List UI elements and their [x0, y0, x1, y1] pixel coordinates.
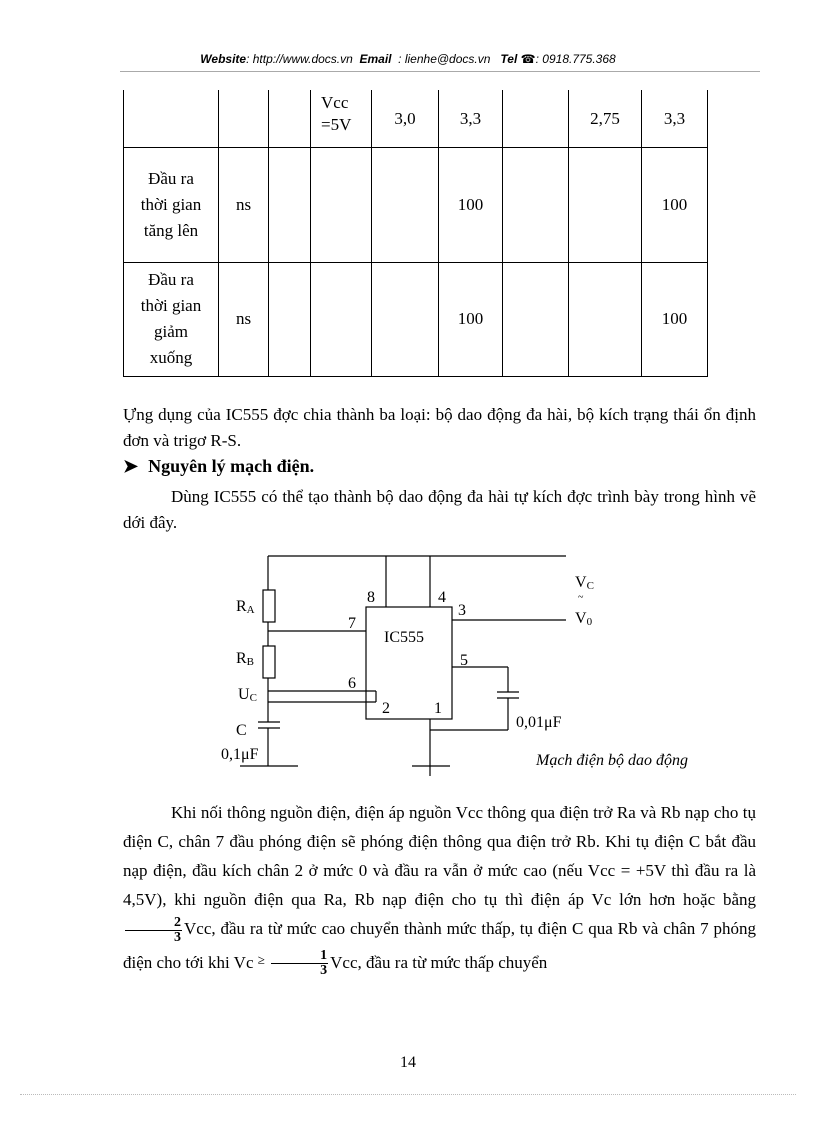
email-value: : lienhe@docs.vn [398, 52, 491, 66]
pin-label: 7 [348, 615, 356, 632]
table-cell: 3,0 [372, 90, 439, 147]
website-value: : http://www.docs.vn [246, 52, 353, 66]
pin-label: 4 [438, 589, 446, 606]
table-cell: 3,3 [642, 90, 708, 147]
paragraph-operation: Khi nối thông nguồn điện, điện áp nguồn Vcc thông qua điện trở Ra và Rb nạp cho tụ điện C, chân 7 đầu phóng điện sẽ phóng điện thông qua điện trở Rb. Khi tụ điện C bắt đầu nạp điện, đầu kích chân 2 ở mức 0 và đầu ra vẫn ở mức cao (nếu Vcc = +5V thì đầu ra là 4,5V), khi nguồn điện qua Ra, Rb nạp điện cho tụ thì điện áp Vc lớn hơn hoặc bằng $\frac{2}{3}$ Vcc, đầu ra từ mức cao chuyển thành mức thấp, tụ điện C qua Rb và chân 7 phóng điện cho tới khi Vc ≥ $\frac{1}{3}$ Vcc, đầu ra từ mức thấp chuyển [123, 803, 756, 979]
fraction-one-third: $\frac{1}{3}$ [271, 949, 328, 978]
figure-caption: Mạch điện bộ dao động [536, 752, 688, 769]
label-vc: VC [575, 574, 594, 592]
table-cell: 100 [642, 262, 708, 376]
table-cell: 100 [439, 262, 503, 376]
pin-label: 1 [434, 700, 442, 717]
unit-cell: ns [219, 262, 269, 376]
tel-value: : 0918.775.368 [535, 52, 616, 66]
table-row [124, 262, 708, 376]
ic-name: IC555 [384, 629, 424, 646]
table-cell: 100 [439, 147, 503, 262]
label-c2-value: 0,01μF [516, 714, 562, 731]
condition-cell: Vcc =5V [311, 90, 372, 147]
label-vo: V0 [575, 610, 593, 628]
section-heading: ➤ Nguyên lý mạch điện. [123, 456, 315, 476]
paragraph-intro: Dùng IC555 có thể tạo thành bộ dao động đa hài tự kích đợc trình bày trong hình vẽ dới đây. [123, 487, 756, 532]
tel-label: Tel [500, 52, 518, 66]
table-cell: 3,3 [439, 90, 503, 147]
table-row [124, 90, 708, 147]
label-uc: UC [238, 686, 257, 704]
label-ra: RA [236, 598, 255, 616]
table-cell: 2,75 [569, 90, 642, 147]
label-c-value: 0,1μF [221, 746, 259, 763]
page-number: 14 [400, 1054, 416, 1071]
param-cell: Đầu ra thời gian giảm xuống [124, 262, 219, 376]
resistor-ra [263, 590, 275, 622]
fraction-two-thirds: $\frac{2}{3}$ [125, 916, 182, 945]
label-c: C [236, 722, 247, 739]
table-row [124, 147, 708, 262]
bottom-divider [20, 1094, 796, 1095]
label-rb: RB [236, 650, 255, 668]
pin-label: 2 [382, 700, 390, 717]
page-header [0, 52, 816, 66]
pin-label: 8 [367, 589, 375, 606]
paragraph-applications: Ựng dụng của IC555 đợc chia thành ba loại: bộ dao động đa hài, bộ kích trạng thái ổn định đơn và trigơ R-S. [123, 405, 756, 450]
phone-icon: ☎ [520, 52, 536, 66]
table-cell: 100 [642, 147, 708, 262]
pin-label: 6 [348, 675, 356, 692]
unit-cell: ns [219, 147, 269, 262]
label-vc-mark: ~ [578, 592, 584, 603]
geq-symbol: ≥ [257, 951, 265, 967]
pin-label: 5 [460, 652, 468, 669]
email-label: Email [359, 52, 392, 66]
resistor-rb [263, 646, 275, 678]
header-divider [120, 71, 760, 72]
param-cell: Đầu ra thời gian tăng lên [124, 147, 219, 262]
website-label: Website [200, 52, 247, 66]
arrow-bullet-icon: ➤ [123, 456, 139, 476]
pin-label: 3 [458, 602, 466, 619]
spec-table [123, 90, 708, 377]
